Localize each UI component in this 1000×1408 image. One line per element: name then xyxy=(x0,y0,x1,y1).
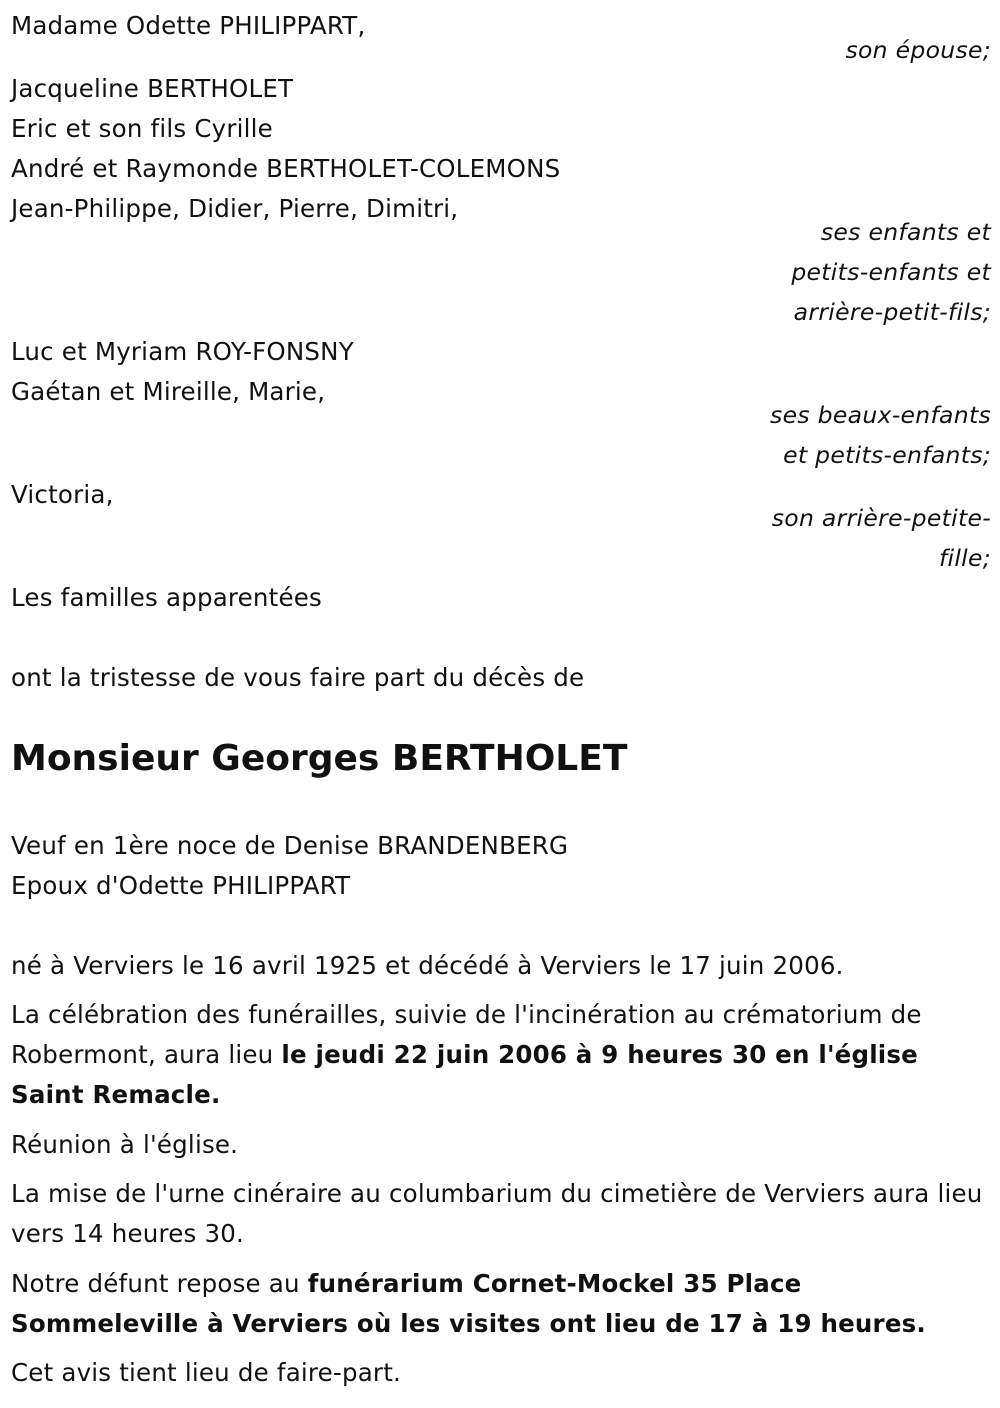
in-law-name: Luc et Myriam ROY-FONSNY xyxy=(11,337,354,366)
relatives-line: Les familles apparentées xyxy=(11,583,322,612)
children-role-line: arrière-petit-fils; xyxy=(793,298,991,326)
great-granddaughter-role-line: fille; xyxy=(938,544,991,572)
in-law-name: Gaétan et Mireille, Marie, xyxy=(11,377,326,406)
funeral-text: La célébration des funérailles, suivie de l'incinération au crématorium de Robermont, aura lieu xyxy=(11,1000,922,1069)
deceased-name: Monsieur Georges BERTHOLET xyxy=(11,738,628,779)
deceased-detail: Epoux d'Odette PHILIPPART xyxy=(11,871,351,900)
children-role-line: ses enfants et xyxy=(820,218,991,246)
meeting-line: Réunion à l'église. xyxy=(11,1130,239,1159)
announcement-line: ont la tristesse de vous faire part du décès de xyxy=(11,663,585,692)
birth-death-line: né à Verviers le 16 avril 1925 et décédé à Verviers le 17 juin 2006. xyxy=(11,951,844,980)
child-name: Eric et son fils Cyrille xyxy=(11,114,273,143)
child-name: Jacqueline BERTHOLET xyxy=(11,74,294,103)
visitation-details-bold: funérarium Cornet-Mockel 35 Place Sommeleville à Verviers où les visites ont lieu de 17 à 19 heures. xyxy=(11,1269,926,1338)
in-laws-role-line: et petits-enfants; xyxy=(783,441,991,469)
funeral-paragraph xyxy=(11,995,986,1115)
children-role-line: petits-enfants et xyxy=(791,258,991,286)
grandchildren-names: Jean-Philippe, Didier, Pierre, Dimitri, xyxy=(11,194,459,223)
visitation-paragraph xyxy=(11,1264,986,1344)
deceased-detail: Veuf en 1ère noce de Denise BRANDENBERG xyxy=(11,831,569,860)
visitation-text: Notre défunt repose au xyxy=(11,1269,308,1298)
in-laws-role-line: ses beaux-enfants xyxy=(770,401,991,429)
funeral-details-bold: le jeudi 22 juin 2006 à 9 heures 30 en l'église Saint Remacle. xyxy=(11,1040,919,1109)
spouse-role: son épouse; xyxy=(845,36,991,64)
great-granddaughter-name: Victoria, xyxy=(11,480,114,509)
spouse-name: Madame Odette PHILIPPART, xyxy=(11,11,366,40)
child-name: André et Raymonde BERTHOLET-COLEMONS xyxy=(11,154,561,183)
great-granddaughter-role-line: son arrière-petite- xyxy=(771,504,991,532)
closing-line: Cet avis tient lieu de faire-part. xyxy=(11,1358,401,1387)
urn-paragraph: La mise de l'urne cinéraire au columbarium du cimetière de Verviers aura lieu vers 14 heures 30. xyxy=(11,1179,983,1248)
